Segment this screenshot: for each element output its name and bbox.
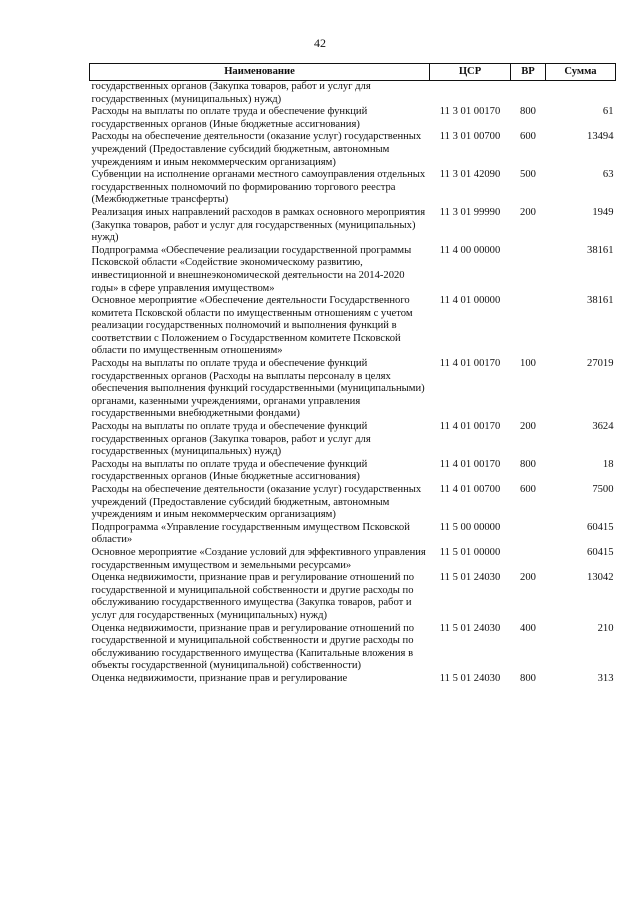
table-body xyxy=(90,81,616,686)
row-vr: 800 xyxy=(520,672,536,684)
row-csr: 11 5 01 24030 xyxy=(439,672,501,684)
row-vr: 500 xyxy=(520,169,536,181)
row-vr xyxy=(511,522,546,547)
row-vr: 800 xyxy=(520,458,536,470)
row-sum: 313 xyxy=(597,672,614,684)
table-header-row xyxy=(90,64,616,81)
row-name: Основное мероприятие «Создание условий для эффективного управления государственным имуществом и земельными ресурсами» xyxy=(91,546,426,571)
row-sum: 61 xyxy=(602,106,614,118)
row-name: Субвенции на исполнение органами местного самоуправления отдельных государственных полномочий по формированию торгового реестра (Межбюджетные трансферты) xyxy=(91,169,426,206)
row-name: Оценка недвижимости, признание прав и регулирование отношений по государственной и муниципальной собственности и другие расходы по обслуживанию государственного имущества (Закупка товаров, работ и услуг для государственных (муниципальных) нужд) xyxy=(91,572,415,621)
row-sum: 13494 xyxy=(587,131,614,143)
table-row xyxy=(90,245,616,295)
row-vr xyxy=(511,81,546,107)
page-number: 42 xyxy=(314,36,326,50)
row-sum: 210 xyxy=(597,622,614,634)
row-sum: 38161 xyxy=(587,244,614,256)
row-vr: 100 xyxy=(520,358,536,370)
table-row xyxy=(90,484,616,522)
row-name: Оценка недвижимости, признание прав и регулирование xyxy=(91,672,348,684)
budget-table xyxy=(89,63,616,686)
row-csr: 11 5 01 24030 xyxy=(439,622,501,634)
row-name: Основное мероприятие «Обеспечение деятельности Государственного комитета Псковской области по имущественным отношениям с учетом реализации государственных полномочий и выполнения функций в соответствии с Положением о Государственном комитете Псковской области по имущественным отношениям» xyxy=(91,295,413,357)
row-vr: 200 xyxy=(520,572,536,584)
row-csr: 11 3 01 99990 xyxy=(439,206,501,218)
row-csr: 11 5 01 00000 xyxy=(439,546,501,558)
header-name: Наименование xyxy=(90,64,430,81)
row-csr: 11 5 00 00000 xyxy=(439,521,501,533)
table-row xyxy=(90,295,616,358)
row-name: Подпрограмма «Обеспечение реализации государственной программы Псковской области «Содействие экономическому развитию, инвестиционной и внешнеэкономической деятельности на 2014-2020 годы» в сфере управления имуществом» xyxy=(91,244,412,294)
row-sum: 60415 xyxy=(587,521,614,533)
row-vr: 600 xyxy=(520,131,536,143)
row-csr: 11 3 01 00170 xyxy=(439,106,501,118)
table-row xyxy=(90,106,616,131)
row-csr: 11 5 01 24030 xyxy=(439,572,501,584)
row-sum: 38161 xyxy=(587,295,614,307)
table-row xyxy=(90,547,616,572)
row-csr: 11 4 01 00170 xyxy=(439,358,501,370)
header-sum: Сумма xyxy=(546,64,616,81)
table-row xyxy=(90,522,616,547)
table-row xyxy=(90,673,616,686)
row-name: Расходы на обеспечение деятельности (оказание услуг) государственных учреждений (Предоставление субсидий бюджетным, автономным учреждениям и иным некоммерческим организациям) xyxy=(91,484,422,521)
row-sum: 7500 xyxy=(592,484,614,495)
row-csr: 11 4 01 00000 xyxy=(439,295,501,307)
table-row xyxy=(90,358,616,421)
table-row xyxy=(90,207,616,245)
row-name: государственных органов (Закупка товаров, работ и услуг для государственных (муниципальных) нужд) xyxy=(91,81,371,105)
row-name: Расходы на выплаты по оплате труда и обеспечение функций государственных органов (Закупка товаров, работ и услуг для государственных (муниципальных) нужд) xyxy=(91,421,371,458)
row-name: Реализация иных направлений расходов в рамках основного мероприятия (Закупка товаров, работ и услуг для государственных (муниципальных) нужд) xyxy=(91,206,426,244)
row-vr xyxy=(511,295,546,358)
row-csr: 11 4 01 00700 xyxy=(439,484,501,495)
row-csr: 11 4 01 00170 xyxy=(439,421,501,433)
table-row xyxy=(90,421,616,459)
row-sum: 3624 xyxy=(592,421,614,433)
row-csr xyxy=(430,81,511,107)
row-vr: 600 xyxy=(520,484,536,495)
table-row xyxy=(90,169,616,207)
table-row xyxy=(90,81,616,107)
row-csr: 11 4 01 00170 xyxy=(439,458,501,470)
row-vr: 400 xyxy=(520,622,536,634)
table-row xyxy=(90,459,616,484)
row-vr: 200 xyxy=(520,206,536,218)
row-csr: 11 4 00 00000 xyxy=(439,244,501,256)
row-name: Оценка недвижимости, признание прав и регулирование отношений по государственной и муниципальной собственности и другие расходы по обслуживанию государственного имущества (Капитальные вложения в объекты государственной (муниципальной) собственности) xyxy=(91,622,415,672)
row-vr xyxy=(511,547,546,572)
row-name: Расходы на обеспечение деятельности (оказание услуг) государственных учреждений (Предоставление субсидий бюджетным, автономным учреждениям и иным некоммерческим организациям) xyxy=(91,131,422,168)
row-sum: 1949 xyxy=(592,206,614,218)
row-vr: 200 xyxy=(520,421,536,433)
row-name: Подпрограмма «Управление государственным имуществом Псковской области» xyxy=(91,521,410,546)
row-csr: 11 3 01 42090 xyxy=(439,169,501,181)
row-sum: 18 xyxy=(602,458,614,470)
row-sum xyxy=(546,81,616,107)
table-row xyxy=(90,572,616,622)
table-row xyxy=(90,623,616,673)
row-name: Расходы на выплаты по оплате труда и обеспечение функций государственных органов (Расходы на выплаты персоналу в целях обеспечения выполнения функций государственными (муниципальными) органами, казенными учреждениями, органами управления государственными внебюджетными фондами) xyxy=(91,358,425,420)
row-vr xyxy=(511,245,546,295)
row-vr: 800 xyxy=(520,106,536,118)
row-name: Расходы на выплаты по оплате труда и обеспечение функций государственных органов (Иные бюджетные ассигнования) xyxy=(91,106,368,130)
row-sum: 27019 xyxy=(587,358,614,370)
header-csr: ЦСР xyxy=(430,64,511,81)
header-vr: ВР xyxy=(511,64,546,81)
row-name: Расходы на выплаты по оплате труда и обеспечение функций государственных органов (Иные бюджетные ассигнования) xyxy=(91,458,368,483)
row-sum: 13042 xyxy=(587,572,614,584)
row-sum: 60415 xyxy=(587,546,614,558)
row-csr: 11 3 01 00700 xyxy=(439,131,501,143)
row-sum: 63 xyxy=(602,169,614,181)
table-row xyxy=(90,131,616,169)
